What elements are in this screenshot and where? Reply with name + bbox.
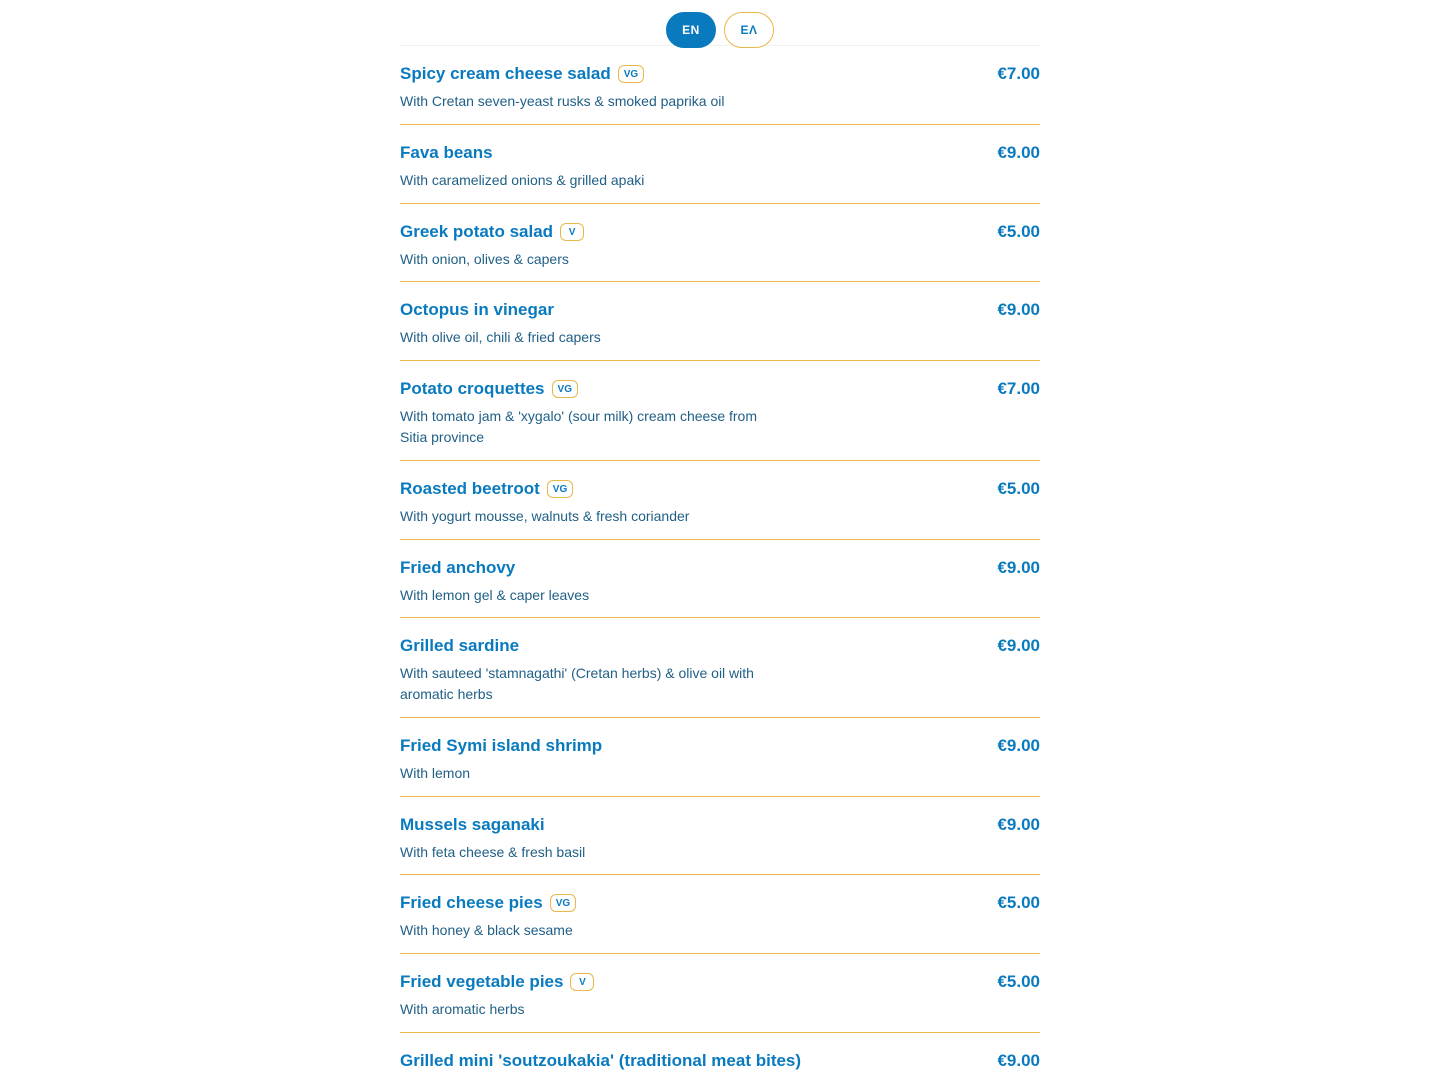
menu-item-description: With aromatic herbs	[400, 1001, 525, 1017]
menu-item-description: With feta cheese & fresh basil	[400, 844, 586, 860]
menu-item-header	[400, 556, 1040, 580]
menu-item-description: With yogurt mousse, walnuts & fresh coriander	[400, 508, 690, 524]
menu-item-description: With tomato jam & 'xygalo' (sour milk) cream cheese from Sitia province	[400, 408, 757, 445]
menu-item-header	[400, 734, 1040, 758]
menu-item-name: Fried vegetable pies	[400, 972, 564, 991]
menu-item	[400, 46, 1040, 125]
menu-item	[400, 461, 1040, 540]
menu-item-price: €9.00	[997, 636, 1040, 655]
menu-item	[400, 204, 1040, 282]
menu-item-name: Mussels saganaki	[400, 815, 545, 834]
menu-item-price: €9.00	[997, 1051, 1040, 1070]
dietary-badge: VG	[618, 65, 644, 83]
menu-item-price: €7.00	[997, 379, 1040, 398]
menu-item-header	[400, 141, 1040, 165]
menu-item	[400, 282, 1040, 361]
language-button-en[interactable]: EN	[666, 12, 716, 48]
menu-item-name: Fried cheese pies	[400, 893, 543, 912]
menu-item	[400, 1033, 1040, 1080]
menu-item-name: Spicy cream cheese salad	[400, 64, 611, 83]
menu-item-description: With Cretan seven-yeast rusks & smoked paprika oil	[400, 93, 725, 109]
dietary-badge: VG	[547, 480, 573, 498]
menu-item-description: With sauteed 'stamnagathi' (Cretan herbs) & olive oil with aromatic herbs	[400, 665, 754, 702]
menu-item-name: Fried anchovy	[400, 558, 516, 577]
menu-item-header	[400, 634, 1040, 658]
dietary-badge: V	[560, 223, 584, 241]
menu-item-header	[400, 477, 1040, 501]
menu-item-price: €5.00	[997, 479, 1040, 498]
menu-item-price: €9.00	[997, 143, 1040, 162]
menu-item	[400, 540, 1040, 618]
menu-item-header	[400, 891, 1040, 915]
menu-item-name: Roasted beetroot	[400, 479, 540, 498]
menu-item-header	[400, 298, 1040, 322]
menu-item-price: €9.00	[997, 558, 1040, 577]
dietary-badge: VG	[552, 380, 578, 398]
menu-item-name: Grilled mini 'soutzoukakia' (traditional meat bites)	[400, 1051, 802, 1070]
menu-item-price: €9.00	[997, 736, 1040, 755]
menu-item-name: Grilled sardine	[400, 636, 520, 655]
menu-item-price: €5.00	[997, 222, 1040, 241]
language-button-el[interactable]: ΕΛ	[724, 12, 774, 48]
dietary-badge: VG	[550, 894, 576, 912]
menu-item-name: Fava beans	[400, 143, 493, 162]
menu-item-price: €5.00	[997, 893, 1040, 912]
menu-item	[400, 361, 1040, 461]
menu-item	[400, 954, 1040, 1033]
menu-item-header	[400, 220, 1040, 244]
menu-item-header	[400, 1049, 1040, 1073]
menu-item-name: Fried Symi island shrimp	[400, 736, 603, 755]
menu-item-price: €9.00	[997, 300, 1040, 319]
menu-item	[400, 618, 1040, 718]
menu-item-description: With caramelized onions & grilled apaki	[400, 172, 645, 188]
menu-item-header	[400, 62, 1040, 86]
menu-item-header	[400, 970, 1040, 994]
menu-item-description: With honey & black sesame	[400, 922, 573, 938]
menu-item	[400, 125, 1040, 204]
menu-item	[400, 875, 1040, 954]
menu-item	[400, 797, 1040, 875]
menu-item-header	[400, 377, 1040, 401]
menu-item-name: Potato croquettes	[400, 379, 545, 398]
menu-item-header	[400, 813, 1040, 837]
menu-item-description: With onion, olives & capers	[400, 251, 569, 267]
menu-item-name: Greek potato salad	[400, 222, 554, 241]
menu-item	[400, 718, 1040, 797]
dietary-badge: V	[570, 973, 594, 991]
menu-item-description: With olive oil, chili & fried capers	[400, 329, 601, 345]
menu-item-name: Octopus in vinegar	[400, 300, 554, 319]
language-switcher	[400, 0, 1040, 46]
menu-list	[400, 46, 1040, 1080]
menu-item-price: €9.00	[997, 815, 1040, 834]
menu-item-description: With lemon	[400, 765, 471, 781]
menu-item-description: With lemon gel & caper leaves	[400, 587, 590, 603]
menu-item-price: €7.00	[997, 64, 1040, 83]
menu-item-price: €5.00	[997, 972, 1040, 991]
